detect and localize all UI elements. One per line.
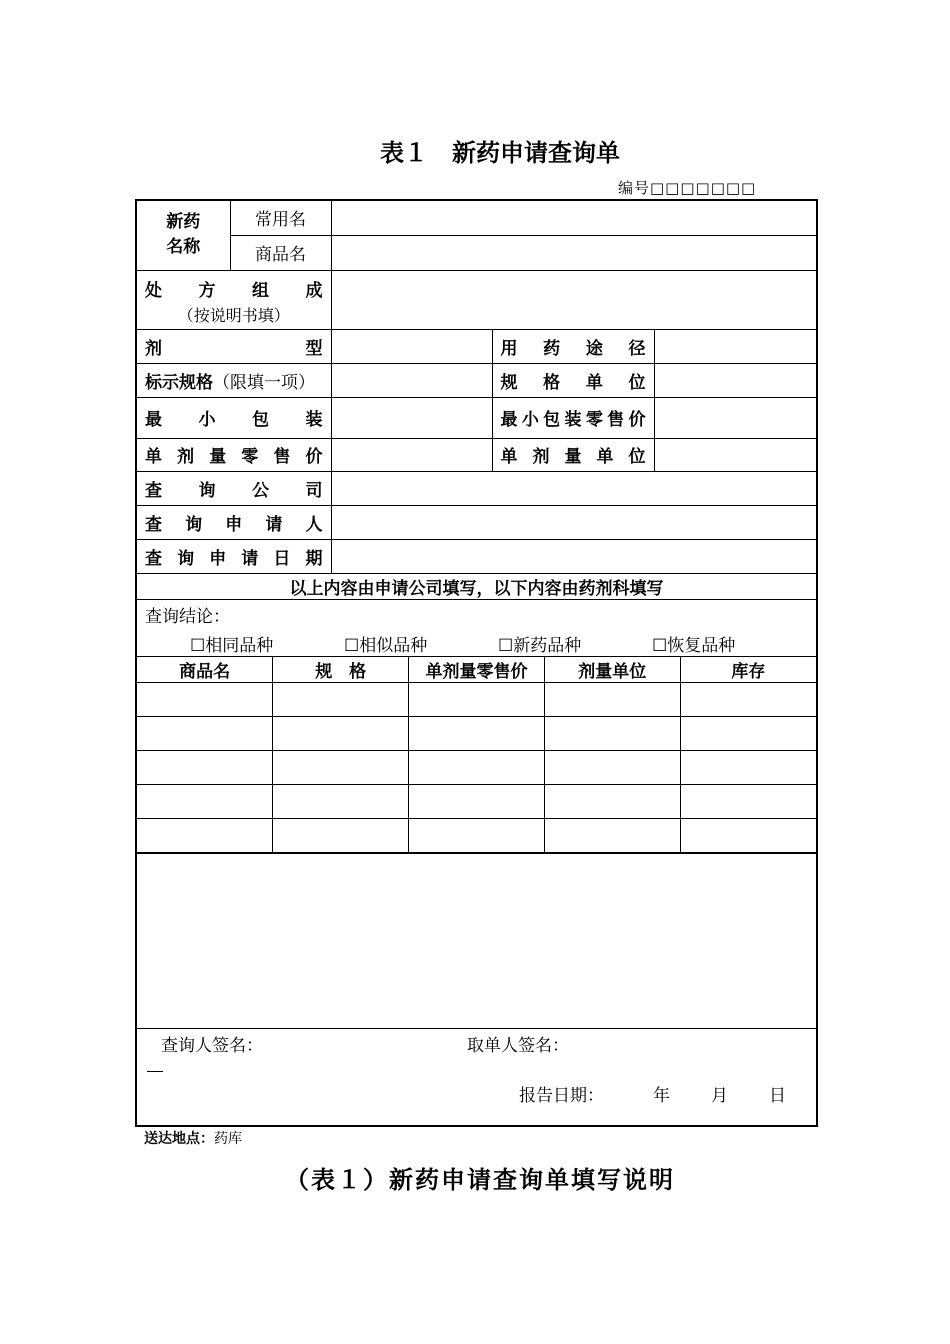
grid-cell[interactable]	[137, 716, 273, 750]
results-grid-container	[136, 656, 817, 853]
dosage-form-label: 剂型	[136, 329, 331, 363]
receiver-signature-label: 取单人签名：	[467, 1035, 569, 1056]
section-divider: 以上内容由申请公司填写，以下内容由药剂科填写	[136, 573, 817, 599]
grid-cell[interactable]	[409, 784, 545, 818]
grid-header-spec: 规 格	[273, 657, 409, 683]
report-date-label: 报告日期：	[519, 1085, 604, 1106]
unit-dose-price-label: 单剂量零售价	[136, 438, 331, 471]
prescription-label: 处方组成 （按说明书填）	[136, 270, 331, 329]
table-row	[137, 716, 816, 750]
grid-cell[interactable]	[273, 784, 409, 818]
delivery-value: 药库	[214, 1131, 242, 1147]
apply-date-input[interactable]	[331, 539, 817, 573]
table-row	[137, 818, 816, 852]
grid-header-row	[137, 657, 816, 683]
report-year-label: 年	[653, 1085, 670, 1106]
table-row	[137, 682, 816, 716]
grid-cell[interactable]	[680, 784, 816, 818]
report-month-label: 月	[711, 1085, 728, 1106]
grid-cell[interactable]	[680, 716, 816, 750]
grid-cell[interactable]	[544, 784, 680, 818]
results-grid	[137, 657, 816, 853]
option-similar-variety[interactable]: ☐相似品种	[344, 635, 428, 656]
grid-cell[interactable]	[137, 682, 273, 716]
spec-input[interactable]	[331, 363, 492, 397]
min-pack-price-label: 最小包装零售价	[492, 397, 654, 438]
notes-area[interactable]	[136, 853, 817, 1028]
company-label: 查询公司	[136, 471, 331, 505]
common-name-label: 常用名	[230, 200, 331, 235]
grid-cell[interactable]	[680, 750, 816, 784]
report-day-label: 日	[769, 1085, 786, 1106]
option-new-drug-variety[interactable]: ☐新药品种	[498, 635, 582, 656]
dosage-form-input[interactable]	[331, 329, 492, 363]
option-restored-variety[interactable]: ☐恢复品种	[652, 635, 736, 656]
unit-dose-unit-input[interactable]	[654, 438, 817, 471]
grid-cell[interactable]	[544, 716, 680, 750]
min-pack-input[interactable]	[331, 397, 492, 438]
inquirer-signature-label: 查询人签名：	[161, 1035, 263, 1056]
company-input[interactable]	[331, 471, 817, 505]
signature-section	[136, 1028, 817, 1126]
grid-cell[interactable]	[273, 750, 409, 784]
grid-cell[interactable]	[273, 818, 409, 852]
new-drug-name-label: 新药名称	[136, 200, 230, 270]
grid-cell[interactable]	[137, 750, 273, 784]
signature-dash	[147, 1071, 163, 1072]
grid-cell[interactable]	[544, 750, 680, 784]
grid-cell[interactable]	[273, 716, 409, 750]
grid-header-trade-name: 商品名	[137, 657, 273, 683]
common-name-input[interactable]	[331, 200, 817, 235]
grid-cell[interactable]	[273, 682, 409, 716]
serial-number-field[interactable]: 编号□□□□□□□	[618, 179, 757, 197]
trade-name-input[interactable]	[331, 235, 817, 270]
spec-unit-input[interactable]	[654, 363, 817, 397]
prescription-input[interactable]	[331, 270, 817, 329]
route-input[interactable]	[654, 329, 817, 363]
min-pack-label: 最小包装	[136, 397, 331, 438]
apply-date-label: 查询申请日期	[136, 539, 331, 573]
delivery-label: 送达地点：	[144, 1131, 214, 1147]
grid-cell[interactable]	[137, 784, 273, 818]
spec-label: 标示规格（限填一项）	[136, 363, 331, 397]
spec-unit-label: 规格单位	[492, 363, 654, 397]
applicant-label: 查询申请人	[136, 505, 331, 539]
grid-cell[interactable]	[409, 682, 545, 716]
route-label: 用药途径	[492, 329, 654, 363]
grid-cell[interactable]	[409, 716, 545, 750]
applicant-input[interactable]	[331, 505, 817, 539]
grid-cell[interactable]	[680, 818, 816, 852]
unit-dose-unit-label: 单剂量单位	[492, 438, 654, 471]
page-title: 表１ 新药申请查询单	[380, 138, 620, 167]
grid-cell[interactable]	[137, 818, 273, 852]
drug-inquiry-form	[135, 199, 818, 1127]
option-same-variety[interactable]: ☐相同品种	[190, 635, 274, 656]
trade-name-label: 商品名	[230, 235, 331, 270]
grid-cell[interactable]	[544, 818, 680, 852]
grid-header-stock: 库存	[680, 657, 816, 683]
min-pack-price-input[interactable]	[654, 397, 817, 438]
grid-header-unit-dose-price: 单剂量零售价	[409, 657, 545, 683]
grid-cell[interactable]	[544, 682, 680, 716]
table-row	[137, 750, 816, 784]
table-row	[137, 784, 816, 818]
delivery-location	[144, 1128, 242, 1148]
grid-cell[interactable]	[409, 818, 545, 852]
instructions-title: （表１）新药申请查询单填写说明	[285, 1165, 675, 1194]
unit-dose-price-input[interactable]	[331, 438, 492, 471]
grid-header-dose-unit: 剂量单位	[544, 657, 680, 683]
conclusion-label: 查询结论：	[145, 606, 230, 627]
grid-cell[interactable]	[680, 682, 816, 716]
conclusion-section	[136, 599, 817, 656]
grid-cell[interactable]	[409, 750, 545, 784]
